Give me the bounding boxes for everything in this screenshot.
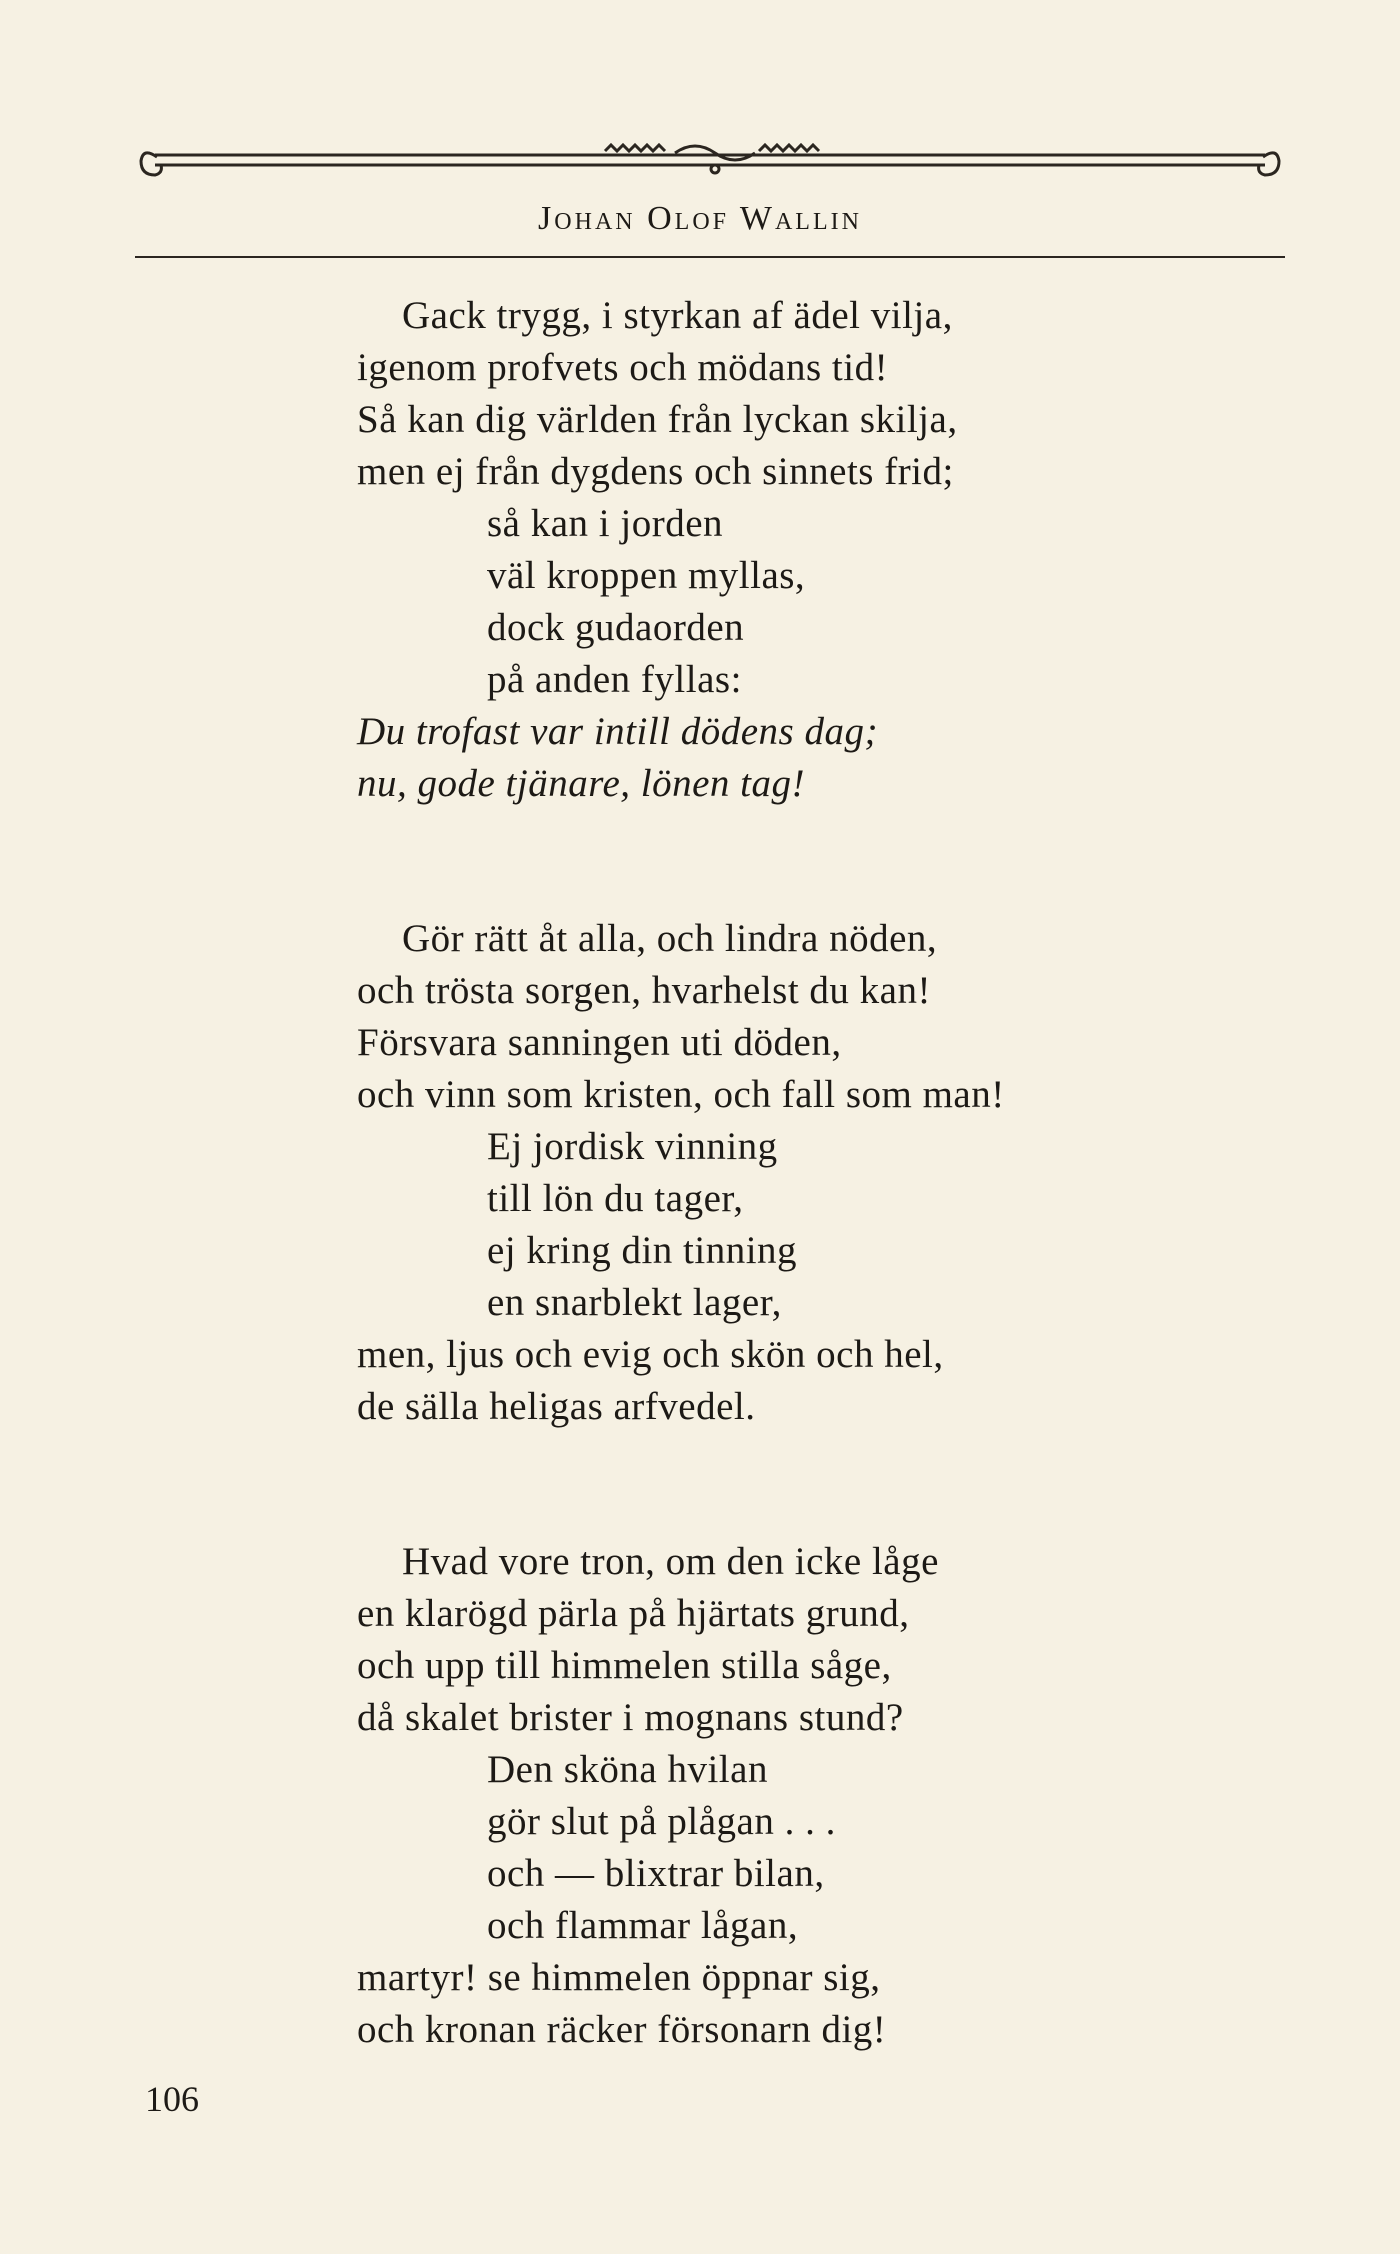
stanza-3: [357, 1536, 1257, 2056]
verse-line: Ej jordisk vinning: [487, 1125, 778, 1168]
verse-line: ej kring din tinning: [487, 1229, 798, 1272]
header-rule: [135, 256, 1285, 258]
verse-line: väl kroppen myllas,: [487, 554, 806, 597]
verse-line: och — blixtrar bilan,: [487, 1852, 825, 1895]
verse-line: så kan i jorden: [487, 502, 724, 545]
verse-line: Försvara sanningen uti döden,: [357, 1021, 842, 1064]
verse-line: och trösta sorgen, hvarhelst du kan!: [357, 969, 931, 1012]
verse-line: Den sköna hvilan: [487, 1748, 768, 1791]
verse-line: Gack trygg, i styrkan af ädel vilja,: [402, 294, 953, 337]
verse-line: igenom profvets och mödans tid!: [357, 346, 889, 389]
verse-line: en klarögd pärla på hjärtats grund,: [357, 1592, 910, 1635]
header-ornament-icon: [135, 135, 1285, 205]
verse-line: martyr! se himmelen öppnar sig,: [357, 1956, 881, 1999]
page-number: 106: [145, 2079, 199, 2119]
verse-line: och upp till himmelen stilla såge,: [357, 1644, 892, 1687]
running-head: Johan Olof Wallin: [538, 200, 862, 237]
verse-line: och flammar lågan,: [487, 1904, 799, 1947]
verse-line: och kronan räcker försonarn dig!: [357, 2008, 887, 2051]
verse-line: men ej från dygdens och sinnets frid;: [357, 450, 954, 493]
verse-line: dock gudaorden: [487, 606, 745, 649]
verse-line: Du trofast var intill dödens dag;: [357, 710, 878, 753]
verse-line: nu, gode tjänare, lönen tag!: [357, 762, 805, 805]
verse-line: de sälla heligas arfvedel.: [357, 1385, 756, 1428]
verse-line: till lön du tager,: [487, 1177, 744, 1220]
verse-line: Hvad vore tron, om den icke låge: [402, 1540, 939, 1583]
verse-line: men, ljus och evig och skön och hel,: [357, 1333, 944, 1376]
verse-line: en snarblekt lager,: [487, 1281, 782, 1324]
stanza-1: [357, 290, 1257, 810]
verse-line: Så kan dig världen från lyckan skilja,: [357, 398, 958, 441]
stanza-2: [357, 913, 1257, 1433]
verse-line: då skalet brister i mognans stund?: [357, 1696, 904, 1739]
verse-line: Gör rätt åt alla, och lindra nöden,: [402, 917, 938, 960]
verse-line: gör slut på plågan . . .: [487, 1800, 836, 1843]
verse-line: på anden fyllas:: [487, 658, 742, 701]
verse-line: och vinn som kristen, och fall som man!: [357, 1073, 1005, 1116]
